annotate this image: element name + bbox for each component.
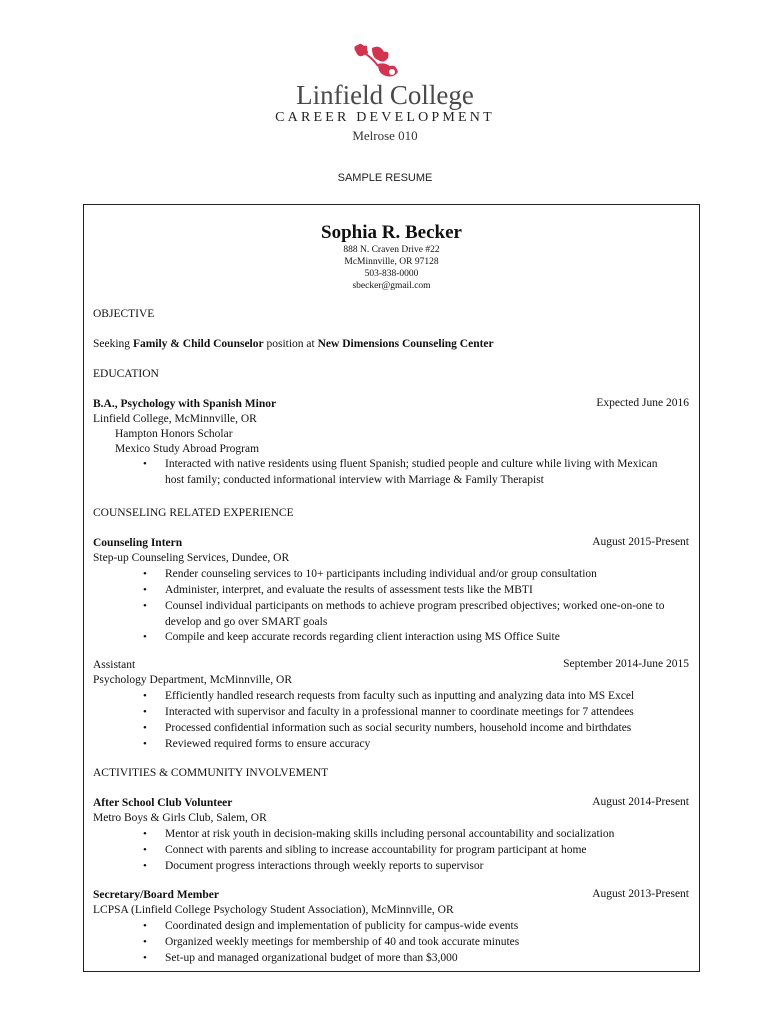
document-label: SAMPLE RESUME <box>337 172 433 184</box>
activities-heading: ACTIVITIES & COMMUNITY INVOLVEMENT <box>93 767 329 779</box>
college-name: Linfield College <box>296 80 474 110</box>
activity-org: LCPSA (Linfield College Psychology Student Association), McMinnville, OR <box>93 904 454 916</box>
study-abroad-item: Mexico Study Abroad Program <box>115 443 260 455</box>
applicant-name: Sophia R. Becker <box>321 222 462 243</box>
activity-date: August 2013-Present <box>592 888 689 900</box>
department-name: CAREER DEVELOPMENT <box>275 110 495 125</box>
linfield-oak-leaf-logo-icon <box>348 42 418 82</box>
education-heading: EDUCATION <box>93 368 159 380</box>
contact-address: 888 N. Craven Drive #22 <box>343 245 440 255</box>
activity-title: Secretary/Board Member <box>93 889 219 901</box>
objective-statement: Seeking Family & Child Counselor position at New Dimensions Counseling Center <box>93 338 494 350</box>
experience-heading: COUNSELING RELATED EXPERIENCE <box>93 507 294 519</box>
degree-date: Expected June 2016 <box>596 397 689 409</box>
contact-phone: 503-838-0000 <box>364 269 419 279</box>
activity-date: August 2014-Present <box>592 796 689 808</box>
contact-email: sbecker@gmail.com <box>352 281 431 291</box>
job-title: Counseling Intern <box>93 537 183 549</box>
honors-item: Hampton Honors Scholar <box>115 428 233 440</box>
contact-city: McMinnville, OR 97128 <box>344 257 439 267</box>
job-org: Step-up Counseling Services, Dundee, OR <box>93 552 290 564</box>
degree-title: B.A., Psychology with Spanish Minor <box>93 398 277 410</box>
job-date: August 2015-Present <box>592 536 689 548</box>
job-org: Psychology Department, McMinnville, OR <box>93 674 292 686</box>
objective-heading: OBJECTIVE <box>93 308 155 320</box>
job-date: September 2014-June 2015 <box>563 658 689 670</box>
school-name: Linfield College, McMinnville, OR <box>93 413 257 425</box>
activity-title: After School Club Volunteer <box>93 797 233 809</box>
office-location: Melrose 010 <box>352 128 418 143</box>
job-title: Assistant <box>93 659 136 671</box>
activity-org: Metro Boys & Girls Club, Salem, OR <box>93 812 267 824</box>
